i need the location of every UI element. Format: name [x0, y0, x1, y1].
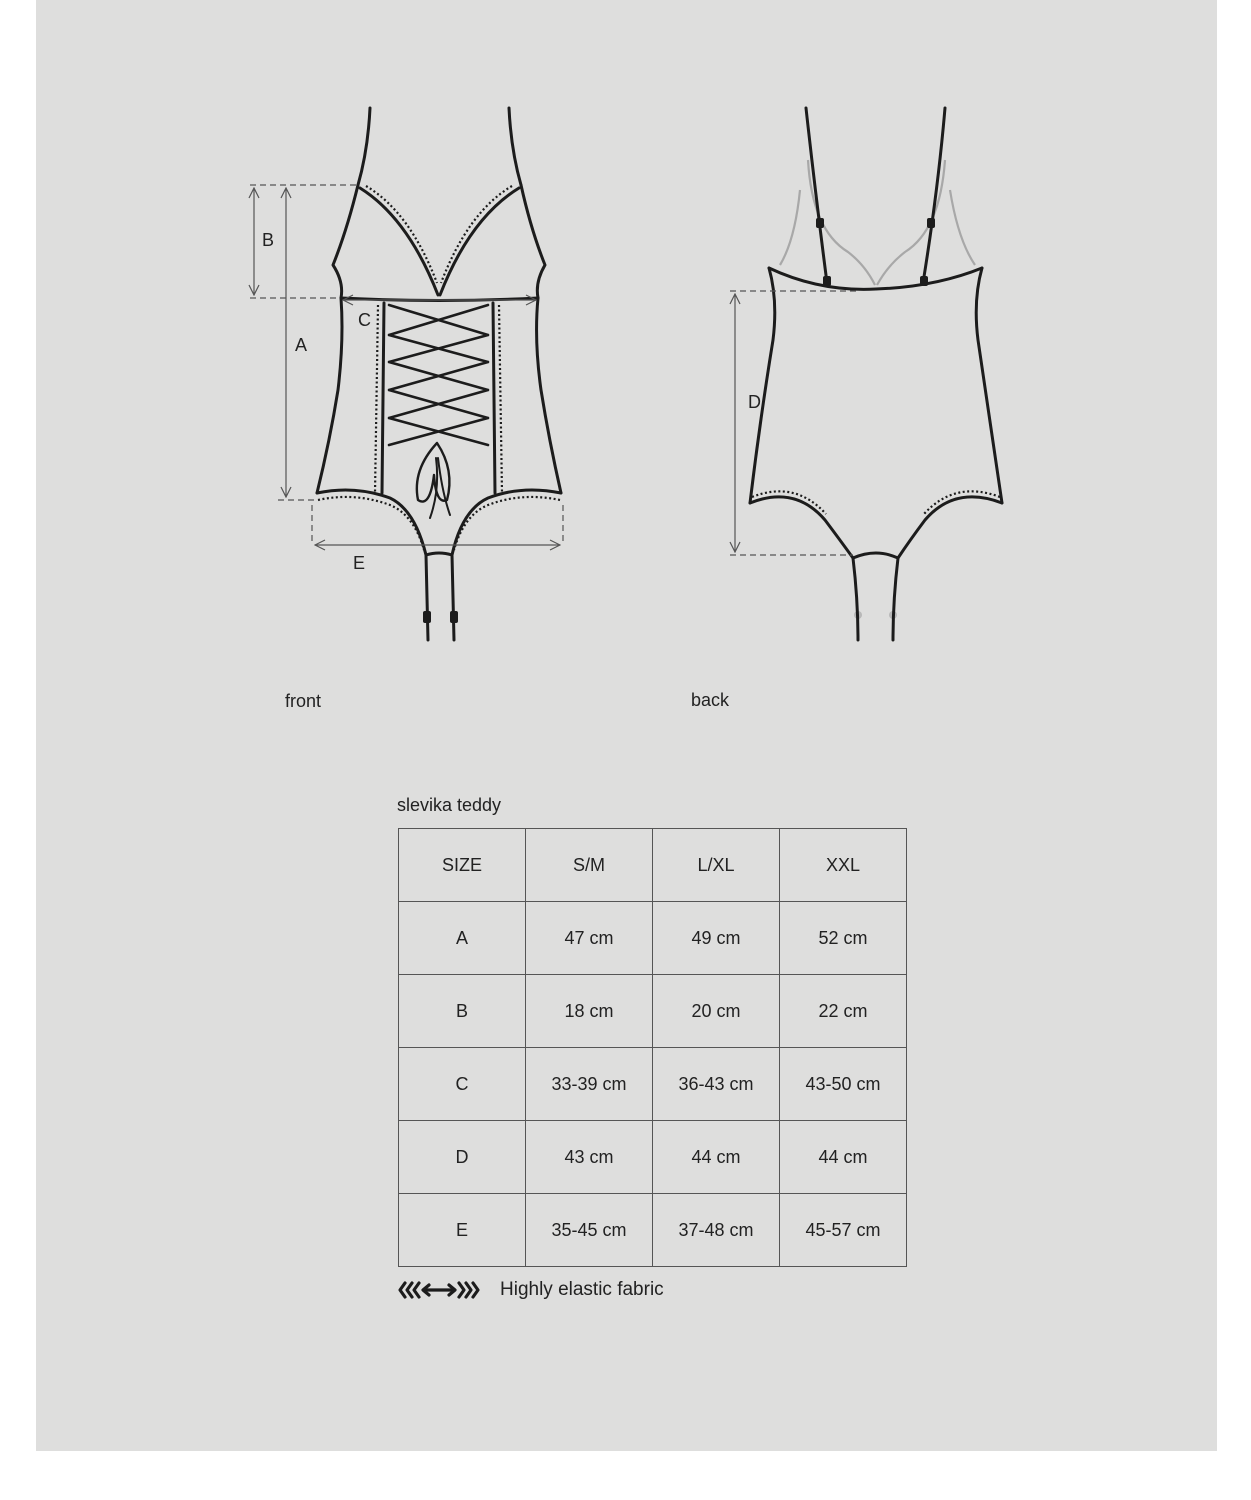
table-cell: 37-48 cm [653, 1194, 780, 1267]
fabric-note [398, 1278, 664, 1302]
table-cell: B [399, 975, 526, 1048]
back-garment-drawing [750, 108, 1002, 640]
table-cell: 44 cm [653, 1121, 780, 1194]
table-cell: 44 cm [780, 1121, 907, 1194]
back-dimension-lines [730, 291, 860, 555]
table-cell: E [399, 1194, 526, 1267]
table-header-row [399, 829, 907, 902]
table-cell: D [399, 1121, 526, 1194]
back-caption: back [691, 690, 730, 710]
table-cell: 20 cm [653, 975, 780, 1048]
table-cell: 36-43 cm [653, 1048, 780, 1121]
table-cell: 33-39 cm [526, 1048, 653, 1121]
table-header-cell: S/M [526, 829, 653, 902]
elastic-arrows-icon [398, 1280, 480, 1300]
table-row [399, 1194, 907, 1267]
table-cell: 22 cm [780, 975, 907, 1048]
table-row [399, 1121, 907, 1194]
table-cell: C [399, 1048, 526, 1121]
table-cell: 18 cm [526, 975, 653, 1048]
table-header-cell: L/XL [653, 829, 780, 902]
dimension-label-e: E [353, 553, 366, 573]
size-table [398, 828, 907, 1267]
table-header-cell: XXL [780, 829, 907, 902]
dimension-label-a: A [295, 335, 308, 355]
table-cell: A [399, 902, 526, 975]
table-cell: 35-45 cm [526, 1194, 653, 1267]
table-cell: 43 cm [526, 1121, 653, 1194]
fabric-note-label: Highly elastic fabric [500, 1279, 664, 1300]
dimension-label-b: B [262, 230, 275, 250]
table-cell: 49 cm [653, 902, 780, 975]
table-cell: 45-57 cm [780, 1194, 907, 1267]
table-title: slevika teddy [397, 795, 502, 815]
table-cell: 43-50 cm [780, 1048, 907, 1121]
table-row [399, 902, 907, 975]
dimension-label-c: C [358, 310, 371, 330]
table-header-cell: SIZE [399, 829, 526, 902]
table-row [399, 975, 907, 1048]
table-cell: 52 cm [780, 902, 907, 975]
back-strap-sliders [816, 218, 935, 286]
dimension-label-d: D [748, 392, 761, 412]
front-caption: front [285, 691, 322, 711]
table-row [399, 1048, 907, 1121]
front-garter-clips [423, 611, 458, 623]
back-front-outline-ghost [780, 160, 975, 619]
table-cell: 47 cm [526, 902, 653, 975]
back-lace-trim [752, 491, 1000, 514]
